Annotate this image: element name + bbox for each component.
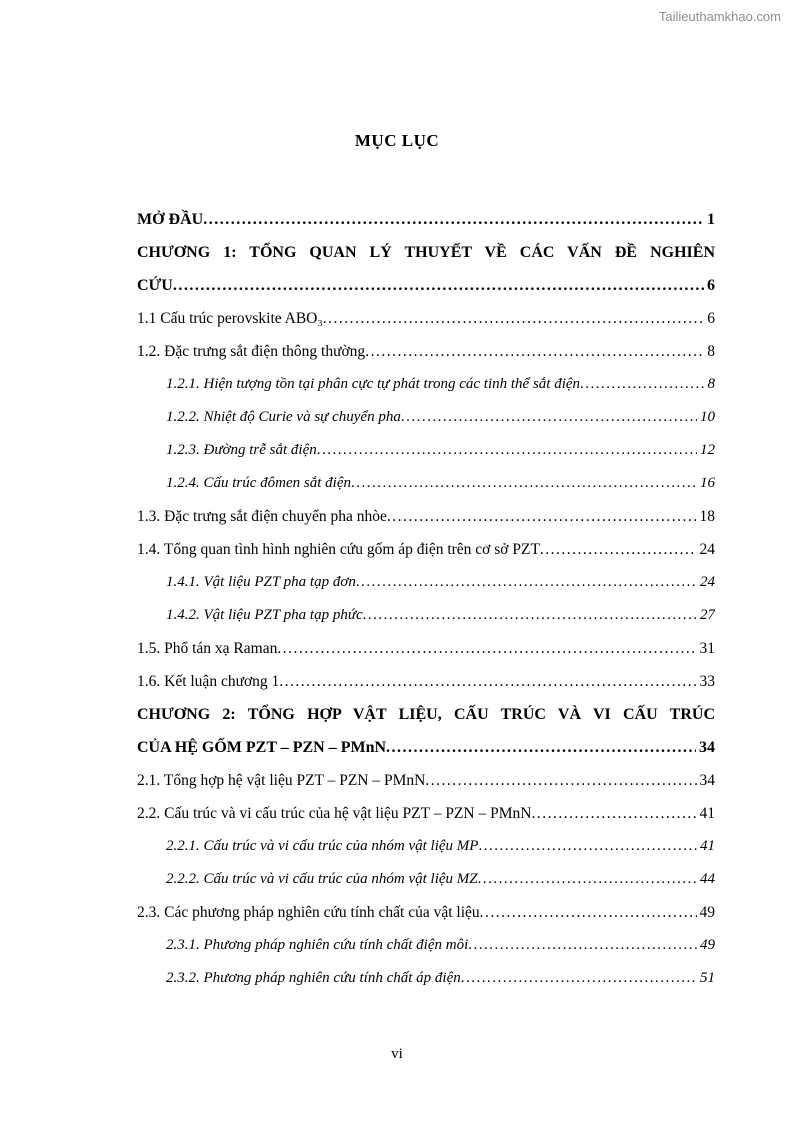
dot-leader: [478, 863, 697, 896]
toc-entry-text: 1.3. Đặc trưng sắt điện chuyển pha nhòe: [137, 508, 387, 525]
dot-leader: [351, 467, 697, 500]
toc-entry-page: 6: [707, 277, 715, 294]
toc-entry: [137, 929, 715, 962]
toc-entry-page: 44: [700, 871, 715, 887]
dot-leader: [531, 797, 696, 830]
dot-leader: [461, 962, 697, 995]
toc-entry: [137, 401, 715, 434]
dot-leader: [317, 434, 697, 467]
toc-entry-text: 1.5. Phổ tán xạ Raman: [137, 640, 278, 657]
toc-entry: [137, 335, 715, 368]
toc-entry-page: 10: [700, 409, 715, 425]
dot-leader: [363, 599, 697, 632]
toc-entry-text: MỞ ĐẦU: [137, 211, 204, 228]
toc-entry-text: CHƯƠNG 2: TỔNG HỢP VẬT LIỆU, CẤU TRÚC VÀ VI CẤU TRÚC: [137, 706, 715, 723]
toc-entry-text: 1.2. Đặc trưng sắt điện thông thường: [137, 343, 366, 360]
dot-leader: [425, 764, 696, 797]
toc-entry: [137, 533, 715, 566]
toc-entry-text: 2.3. Các phương pháp nghiên cứu tính chất của vật liệu: [137, 904, 480, 921]
toc-entry: [137, 896, 715, 929]
toc-entry-text: 1.6. Kết luận chương 1: [137, 673, 280, 690]
toc-entry: [137, 797, 715, 830]
toc-entry-text: CỦA HỆ GỐM PZT – PZN – PMnN: [137, 739, 387, 756]
toc-entry-page: 16: [700, 475, 715, 491]
toc-entry: [137, 434, 715, 467]
toc-entry-text: 1.1 Cấu trúc perovskite ABO₃: [137, 310, 323, 327]
toc-entry-page: 49: [700, 937, 715, 953]
watermark: Tailieuthamkhao.com: [658, 9, 781, 24]
dot-leader: [386, 731, 696, 764]
toc-entry-page: 8: [707, 343, 715, 360]
toc-entry-text: 2.2.2. Cấu trúc và vi cấu trúc của nhóm vật liệu MZ: [166, 871, 478, 887]
toc-entry: [137, 962, 715, 995]
toc-entry-page: 41: [699, 805, 715, 822]
toc-entry-text: 1.2.4. Cấu trúc đômen sắt điện: [166, 475, 351, 491]
toc-entry-page: 41: [700, 838, 715, 854]
toc-entry: [137, 467, 715, 500]
toc-entry: [137, 236, 715, 269]
toc-entry-page: 51: [700, 970, 715, 986]
toc-entry: [137, 368, 715, 401]
dot-leader: [365, 335, 704, 368]
dot-leader: [277, 632, 696, 665]
toc-entry-page: 24: [700, 574, 715, 590]
toc-entry: [137, 698, 715, 731]
page-number: vi: [391, 1046, 403, 1062]
toc-entry: [137, 830, 715, 863]
toc-entry: [137, 665, 715, 698]
toc-entry: [137, 764, 715, 797]
toc-entry: [137, 566, 715, 599]
toc-entry-page: 34: [699, 772, 715, 789]
toc-entry: [137, 632, 715, 665]
toc-entry-page: 12: [700, 442, 715, 458]
toc-entry-text: 2.2. Cấu trúc và vi cấu trúc của hệ vật liệu PZT – PZN – PMnN: [137, 805, 532, 822]
toc-entry-text: 1.4. Tổng quan tình hình nghiên cứu gốm áp điện trên cơ sở PZT: [137, 541, 540, 558]
toc-entry-text: 1.2.1. Hiện tượng tồn tại phân cực tự phát trong các tinh thể sắt điện: [166, 376, 581, 392]
toc-entry-text: 2.2.1. Cấu trúc và vi cấu trúc của nhóm vật liệu MP: [166, 838, 479, 854]
toc-entry-page: 49: [699, 904, 715, 921]
dot-leader: [540, 533, 697, 566]
toc-entry-page: 27: [700, 607, 715, 623]
toc-entry-page: 1: [707, 211, 715, 228]
toc-entry-page: 18: [699, 508, 715, 525]
toc-entry-text: 1.2.2. Nhiệt độ Curie và sự chuyển pha: [166, 409, 401, 425]
dot-leader: [480, 896, 697, 929]
toc-entry-text: 2.3.2. Phương pháp nghiên cứu tính chất áp điện: [166, 970, 461, 986]
toc-entry: [137, 731, 715, 764]
dot-leader: [203, 203, 704, 236]
toc-entry-page: 6: [707, 310, 715, 327]
toc-entry: [137, 500, 715, 533]
dot-leader: [323, 302, 704, 335]
toc-entry-text: 1.2.3. Đường trễ sắt điện: [166, 442, 317, 458]
toc-entry-page: 33: [699, 673, 715, 690]
toc-entry: [137, 203, 715, 236]
toc-entry-text: 1.4.2. Vật liệu PZT pha tạp phức: [166, 607, 363, 623]
toc-entry-text: 1.4.1. Vật liệu PZT pha tạp đơn: [166, 574, 356, 590]
toc-entry-text: 2.1. Tổng hợp hệ vật liệu PZT – PZN – PMnN: [137, 772, 426, 789]
toc-entry: [137, 302, 715, 335]
toc-entry-text: CHƯƠNG 1: TỔNG QUAN LÝ THUYẾT VỀ CÁC VẤN ĐỀ NGHIÊN: [137, 244, 715, 261]
toc-entry-text: CỨU: [137, 277, 173, 294]
dot-leader: [580, 368, 704, 401]
dot-leader: [387, 500, 697, 533]
toc-entry-page: 31: [699, 640, 715, 657]
dot-leader: [173, 269, 704, 302]
toc-entry-page: 24: [699, 541, 715, 558]
dot-leader: [468, 929, 697, 962]
table-of-contents: [137, 203, 715, 995]
page-title: MỤC LỤC: [354, 131, 440, 150]
toc-entry-text: 2.3.1. Phương pháp nghiên cứu tính chất điện môi: [166, 937, 469, 953]
toc-entry: [137, 863, 715, 896]
toc-entry-page: 8: [707, 376, 715, 392]
dot-leader: [356, 566, 697, 599]
dot-leader: [478, 830, 697, 863]
dot-leader: [401, 401, 697, 434]
toc-entry: [137, 599, 715, 632]
toc-entry: [137, 269, 715, 302]
toc-entry-page: 34: [699, 739, 715, 756]
dot-leader: [279, 665, 696, 698]
